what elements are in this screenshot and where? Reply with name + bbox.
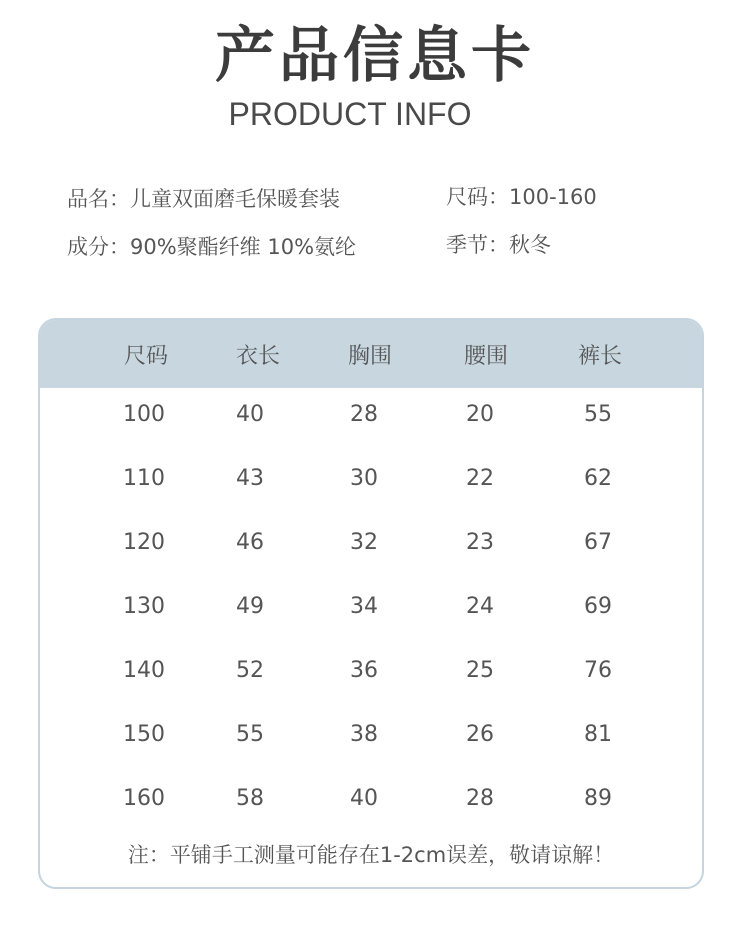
column-header: 腰围 bbox=[463, 344, 508, 369]
table-cell: 67 bbox=[584, 530, 612, 555]
table-cell: 28 bbox=[466, 786, 494, 811]
table-cell: 32 bbox=[350, 530, 378, 555]
column-header: 尺码 bbox=[123, 344, 168, 369]
page-title: 产品信息卡 bbox=[215, 21, 535, 91]
table-cell: 100 bbox=[123, 402, 165, 427]
table-cell: 52 bbox=[236, 658, 264, 683]
table-cell: 22 bbox=[466, 466, 494, 491]
table-cell: 38 bbox=[350, 722, 378, 747]
info-label: 季节： bbox=[446, 233, 509, 257]
table-cell: 150 bbox=[123, 722, 165, 747]
table-cell: 43 bbox=[236, 466, 264, 491]
table-cell: 81 bbox=[584, 722, 612, 747]
table-cell: 120 bbox=[123, 530, 165, 555]
column-header: 裤长 bbox=[577, 344, 622, 369]
info-value: 90%聚酯纤维 10%氨纶 bbox=[130, 235, 357, 259]
table-cell: 76 bbox=[584, 658, 612, 683]
table-cell: 24 bbox=[466, 594, 494, 619]
table-cell: 40 bbox=[236, 402, 264, 427]
table-cell: 46 bbox=[236, 530, 264, 555]
info-value: 秋冬 bbox=[509, 233, 551, 257]
table-cell: 36 bbox=[350, 658, 378, 683]
info-value: 儿童双面磨毛保暖套装 bbox=[130, 187, 340, 211]
table-cell: 160 bbox=[123, 786, 165, 811]
table-cell: 55 bbox=[236, 722, 264, 747]
column-header: 衣长 bbox=[235, 344, 280, 369]
info-size-range bbox=[446, 183, 597, 211]
table-cell: 26 bbox=[466, 722, 494, 747]
page-subtitle: PRODUCT INFO bbox=[228, 96, 472, 132]
info-label: 成分： bbox=[67, 235, 130, 259]
table-cell: 49 bbox=[236, 594, 264, 619]
table-cell: 130 bbox=[123, 594, 165, 619]
table-cell: 25 bbox=[466, 658, 494, 683]
column-header: 胸围 bbox=[347, 344, 392, 369]
table-cell: 140 bbox=[123, 658, 165, 683]
info-label: 品名： bbox=[67, 187, 130, 211]
info-label: 尺码： bbox=[446, 185, 509, 209]
table-cell: 69 bbox=[584, 594, 612, 619]
info-season bbox=[446, 231, 551, 259]
table-cell: 30 bbox=[350, 466, 378, 491]
table-cell: 55 bbox=[584, 402, 612, 427]
table-cell: 20 bbox=[466, 402, 494, 427]
measurement-note: 注：平铺手工测量可能存在1-2cm误差，敬请谅解！ bbox=[127, 843, 615, 867]
table-cell: 40 bbox=[350, 786, 378, 811]
table-cell: 110 bbox=[123, 466, 165, 491]
table-cell: 58 bbox=[236, 786, 264, 811]
info-product-name bbox=[67, 185, 340, 213]
table-cell: 28 bbox=[350, 402, 378, 427]
table-cell: 23 bbox=[466, 530, 494, 555]
info-value: 100-160 bbox=[509, 185, 597, 209]
table-header-row bbox=[40, 320, 702, 388]
table-cell: 89 bbox=[584, 786, 612, 811]
size-table bbox=[38, 318, 704, 889]
table-cell: 62 bbox=[584, 466, 612, 491]
table-cell: 34 bbox=[350, 594, 378, 619]
info-material bbox=[67, 233, 356, 261]
